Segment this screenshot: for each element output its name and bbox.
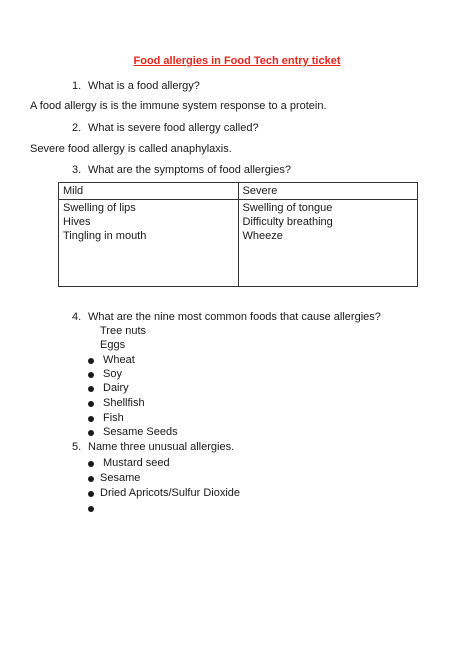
bullet-icon (88, 476, 94, 482)
bullet-icon (88, 386, 94, 392)
question-2 (72, 122, 259, 134)
question-text: What is severe food allergy called? (88, 122, 259, 134)
question-1 (72, 80, 200, 92)
list-item: Shellfish (103, 397, 145, 409)
bullet-icon (88, 491, 94, 497)
question-number: 2. (72, 122, 82, 134)
bullet-icon (88, 358, 94, 364)
question-number: 5. (72, 441, 82, 453)
symptom-item: Swelling of tongue (242, 202, 333, 214)
answer-1: A food allergy is is the immune system response to a protein. (30, 100, 327, 112)
question-text: What are the nine most common foods that cause allergies? (88, 311, 381, 323)
question-text: What is a food allergy? (88, 80, 200, 92)
question-4 (72, 311, 381, 323)
document-title: Food allergies in Food Tech entry ticket (133, 55, 341, 67)
symptom-item: Hives (63, 216, 91, 228)
list-item: Mustard seed (103, 457, 170, 469)
symptom-item: Wheeze (242, 230, 283, 242)
symptom-item: Difficulty breathing (242, 216, 333, 228)
list-item: Sesame (100, 472, 141, 484)
mild-symptoms-cell (59, 200, 239, 287)
symptom-item: Swelling of lips (63, 202, 136, 214)
bullet-icon (88, 372, 94, 378)
question-text: What are the symptoms of food allergies? (88, 164, 291, 176)
question-number: 4. (72, 311, 82, 323)
symptoms-table (58, 182, 418, 287)
list-item: Fish (103, 412, 124, 424)
list-item: Dried Apricots/Sulfur Dioxide (100, 487, 241, 499)
answer-2: Severe food allergy is called anaphylaxis. (30, 143, 232, 155)
bullet-icon (88, 416, 94, 422)
severe-symptoms-cell (238, 200, 418, 287)
bullet-icon (88, 430, 94, 436)
list-item: Soy (103, 368, 122, 380)
list-item: Eggs (100, 339, 126, 351)
question-3 (72, 164, 291, 176)
table-header-severe: Severe (238, 183, 418, 200)
list-item: Wheat (103, 354, 135, 366)
bullet-icon (88, 461, 94, 467)
question-number: 3. (72, 164, 82, 176)
bullet-icon (88, 401, 94, 407)
table-header-mild: Mild (59, 183, 239, 200)
question-5 (72, 441, 234, 453)
symptom-item: Tingling in mouth (63, 230, 147, 242)
list-item: Sesame Seeds (103, 426, 178, 438)
question-text: Name three unusual allergies. (88, 441, 235, 453)
bullet-icon (88, 506, 94, 512)
question-number: 1. (72, 80, 82, 92)
list-item: Dairy (103, 382, 129, 394)
list-item: Tree nuts (100, 325, 147, 337)
